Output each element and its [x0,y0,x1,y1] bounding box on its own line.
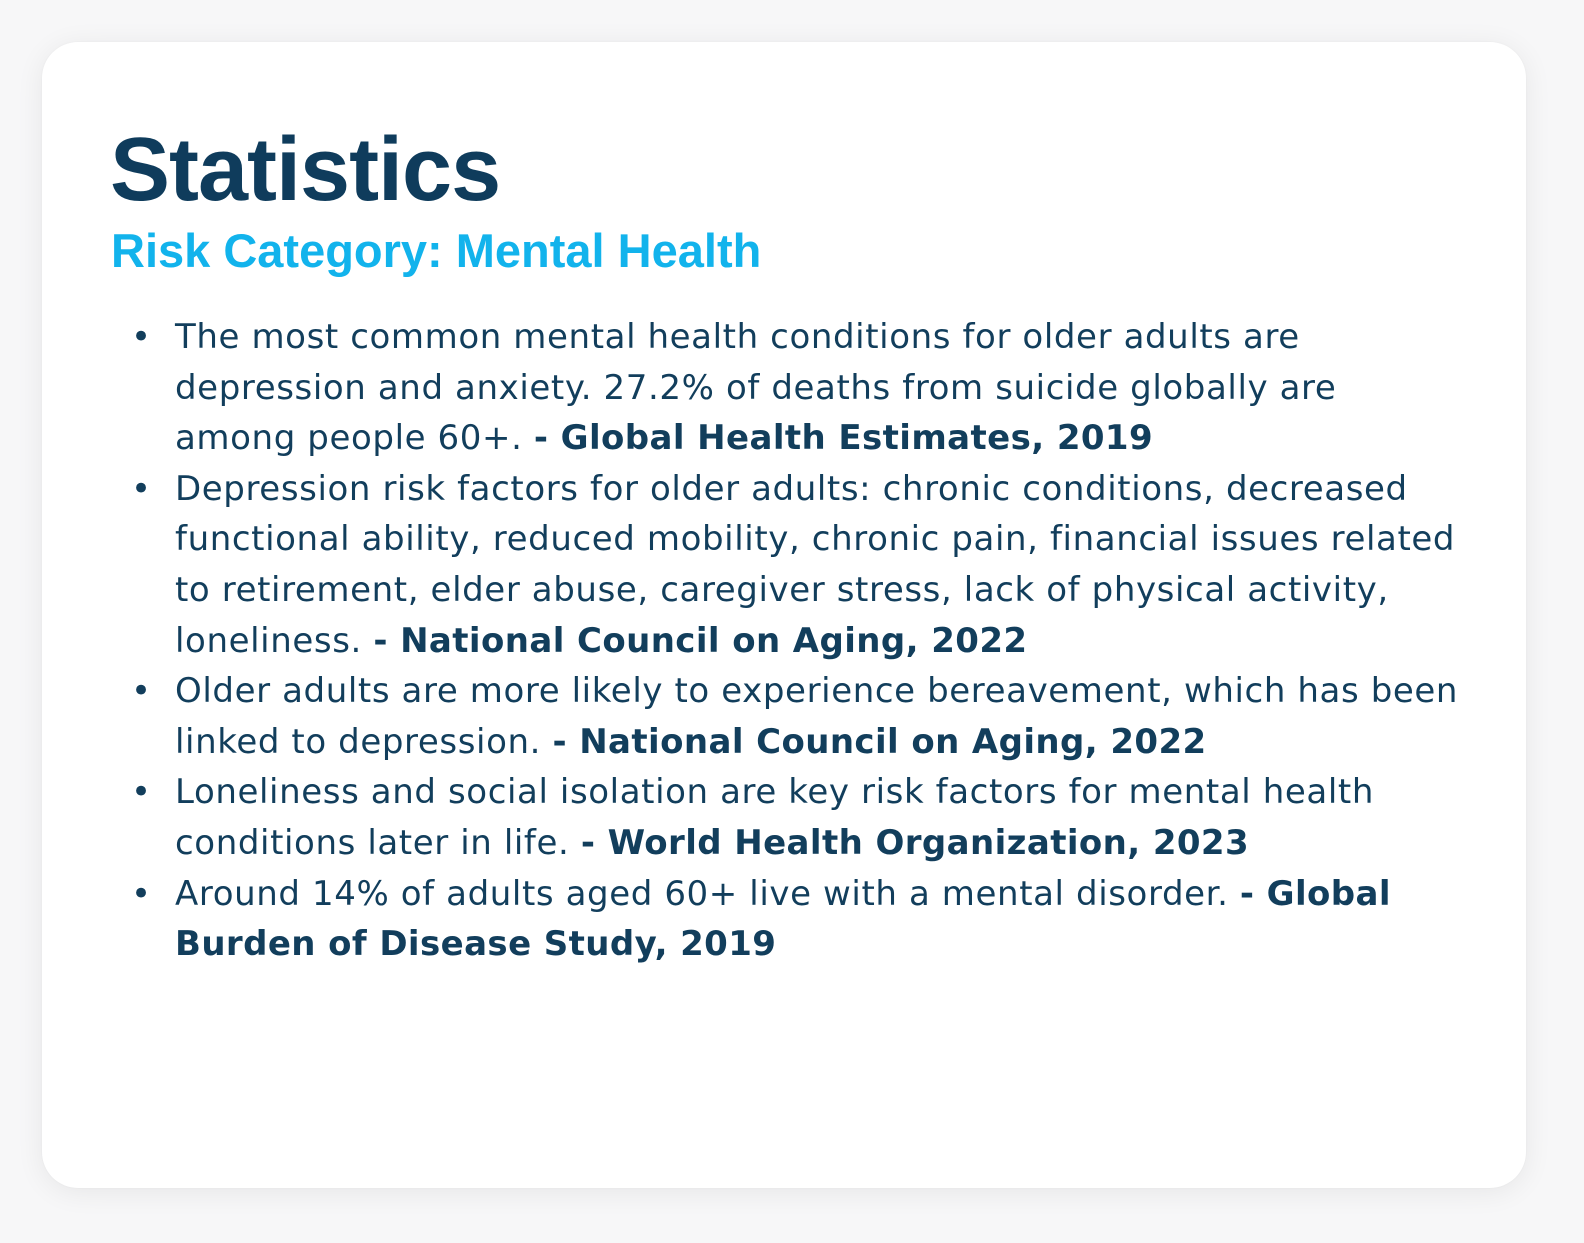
bullet-icon: • [131,468,152,509]
statistic-item [131,312,1465,464]
statistic-source: - National Council on Aging, 2022 [552,721,1207,762]
bullet-icon: • [131,671,152,712]
statistic-source: - World Health Organization, 2023 [580,822,1250,863]
bullet-icon: • [131,772,152,813]
statistic-text: Depression risk factors for older adults: chronic conditions, decreased functional ability, reduced mobility, chronic pain, financial issues related to retirement, elder abuse, caregiver stress, lack of physical activity, loneliness. [175,468,1456,661]
statistic-text: Older adults are more likely to experience bereavement, which has been linked to depression. [175,671,1459,762]
statistic-item [131,869,1465,970]
statistic-source: - Global Health Estimates, 2019 [533,418,1154,459]
statistic-source: - National Council on Aging, 2022 [373,620,1028,661]
statistic-text: Around 14% of adults aged 60+ live with a mental disorder. [175,873,1240,914]
statistic-source: - Global Burden of Disease Study, 2019 [175,873,1391,965]
statistic-item [131,464,1465,666]
bullet-icon: • [131,317,152,357]
statistic-item [131,767,1465,868]
statistic-text: The most common mental health conditions for older adults are depression and anxiety. 27.2% of deaths from suicide globally are among people 60+. [175,317,1337,459]
statistic-text: Loneliness and social isolation are key risk factors for mental health conditions later in life. [175,772,1374,863]
statistics-card [42,42,1526,1188]
statistic-item [131,666,1465,767]
risk-category-subtitle: Risk Category: Mental Health [111,224,762,277]
statistics-list [131,312,1465,970]
bullet-icon: • [131,873,152,914]
page-title: Statistics [110,120,501,220]
